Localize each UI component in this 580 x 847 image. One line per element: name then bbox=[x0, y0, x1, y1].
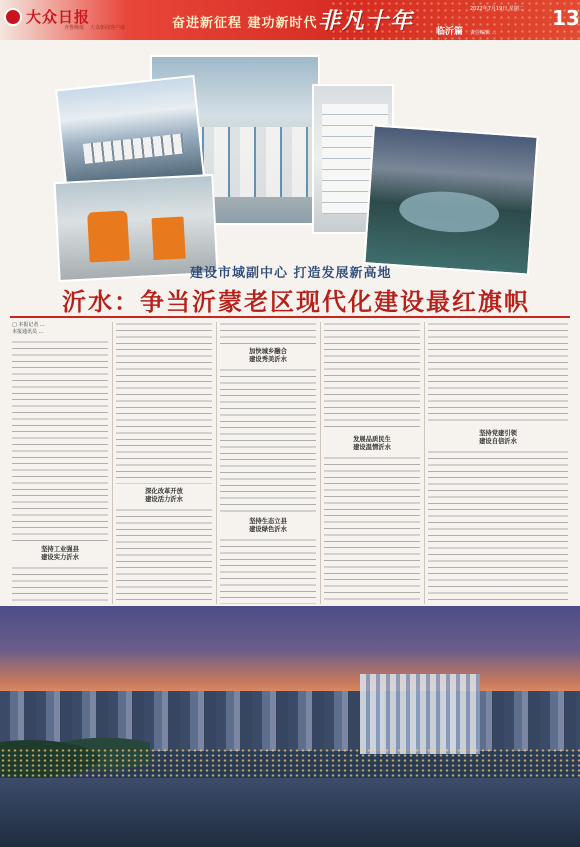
article-column-4b bbox=[324, 456, 420, 604]
text-lines bbox=[116, 322, 212, 484]
column-divider bbox=[112, 322, 113, 604]
masthead-banner bbox=[0, 0, 580, 40]
text-lines bbox=[12, 566, 108, 604]
text-lines bbox=[324, 322, 420, 432]
text-lines bbox=[12, 340, 108, 542]
sub-brand-logos bbox=[64, 24, 154, 31]
article-column-2 bbox=[116, 322, 212, 484]
skyline-towers bbox=[360, 674, 480, 754]
river bbox=[0, 778, 580, 847]
page-number: 13 bbox=[552, 6, 580, 30]
article-column-5b bbox=[428, 450, 568, 604]
column-divider bbox=[216, 322, 217, 604]
article-column-2b bbox=[116, 508, 212, 604]
photo-city-panorama bbox=[0, 606, 580, 847]
article-column-5 bbox=[428, 322, 568, 426]
subhead-party-building bbox=[440, 430, 556, 446]
article-column-4 bbox=[324, 322, 420, 432]
byline-line-2: 本报通讯员 ... bbox=[12, 329, 44, 335]
banner-slogan: 奋进新征程 建功新时代 bbox=[172, 16, 318, 31]
article-column-3c bbox=[220, 538, 316, 604]
text-lines bbox=[220, 538, 316, 604]
city-lights bbox=[0, 748, 580, 778]
editor-line: 责任编辑 ... bbox=[470, 30, 497, 36]
byline-line-1: □ 本报记者 ... bbox=[12, 322, 45, 328]
banner-big-slogan: 非凡十年 bbox=[318, 8, 415, 34]
sub-brand-2: 大众新闻客户端 bbox=[90, 25, 126, 31]
subhead-text-1: 坚持工业强县 建设实力沂水 bbox=[41, 546, 79, 561]
text-lines bbox=[220, 368, 316, 512]
subhead-text-6: 坚持党建引领 建设自信沂水 bbox=[479, 430, 517, 445]
subhead-text-4: 发展品质民生 建设温情沂水 bbox=[353, 436, 391, 451]
headline-divider bbox=[10, 316, 570, 318]
photo-industrial-park bbox=[55, 75, 205, 191]
sub-brand-1: 齐鲁晚报 bbox=[64, 25, 85, 31]
subhead-industry bbox=[18, 546, 102, 562]
subhead-text-3: 加快城乡融合 建设秀美沂水 bbox=[249, 348, 287, 363]
article-column-3 bbox=[220, 322, 316, 344]
article-headline: 沂水：争当沂蒙老区现代化建设最红旗帜 bbox=[62, 287, 530, 316]
newspaper-name: 大众日报 bbox=[26, 8, 91, 26]
text-lines bbox=[428, 450, 568, 604]
subhead-urban-rural bbox=[226, 348, 310, 364]
text-lines bbox=[116, 508, 212, 604]
article-column-1b bbox=[12, 566, 108, 604]
article-column-1 bbox=[12, 340, 108, 542]
photo-lake-aerial bbox=[363, 124, 538, 275]
edition-label: 临沂篇 bbox=[436, 27, 464, 37]
subhead-text-2: 深化改革开放 建设活力沂水 bbox=[145, 488, 183, 503]
subhead-livelihood bbox=[330, 436, 414, 452]
subhead-ecology bbox=[226, 518, 310, 534]
subhead-reform bbox=[122, 488, 206, 504]
issue-date: 2022年7月19日 星期二 bbox=[470, 6, 524, 12]
text-lines bbox=[324, 456, 420, 604]
article-column-3b bbox=[220, 368, 316, 512]
column-divider bbox=[424, 322, 425, 604]
text-lines bbox=[428, 322, 568, 426]
column-divider bbox=[320, 322, 321, 604]
photo-caption: 建设市域副中心 打造发展新高地 bbox=[190, 266, 392, 281]
newspaper-logo-icon bbox=[4, 8, 22, 26]
text-lines bbox=[220, 322, 316, 344]
subhead-text-5: 坚持生态立县 建设绿色沂水 bbox=[249, 518, 287, 533]
article-byline bbox=[12, 322, 45, 336]
